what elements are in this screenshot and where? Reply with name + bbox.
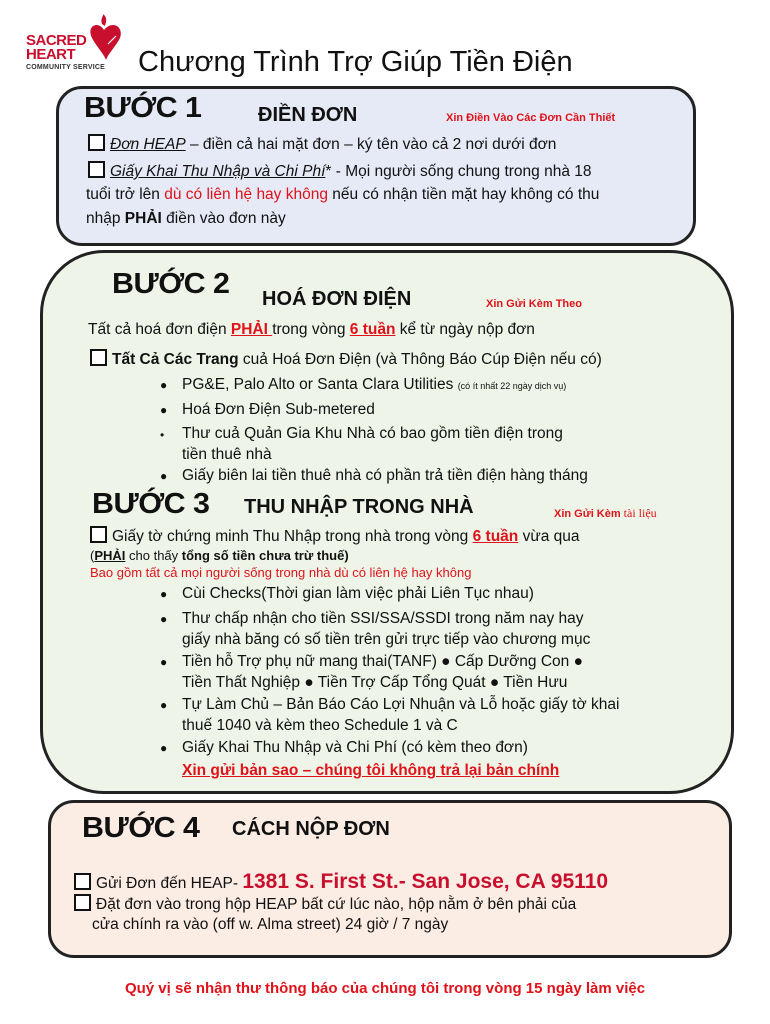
step3-bullet-income-statement: Giấy Khai Thu Nhập và Chi Phí (có kèm theo đơn) [182,739,528,756]
checkbox-icon [90,526,107,543]
step1-note: Xin Điền Vào Các Đơn Cần Thiết [446,112,616,124]
step1-item-income: Giấy Khai Thu Nhập và Chi Phí* - Mọi người sống chung trong nhà 18 [88,161,592,182]
logo-line2: HEART [26,46,76,63]
bullet-icon: ● [160,612,168,626]
step3-bullet-self-employed: Tự Làm Chủ – Bản Báo Cáo Lợi Nhuận và Lỗ hoặc giấy tờ khai [182,696,620,713]
logo-line1: SACRED [26,32,87,49]
address: 1381 S. First St.- San Jose, CA 95110 [242,870,609,893]
logo-subtitle: COMMUNITY SERVICE [26,64,105,71]
step2-bullet-manager-letter: Thư cuả Quản Gia Khu Nhà có bao gồm tiền điện trong [182,425,563,442]
bullet-icon: ● [160,403,168,417]
step2-check-all-pages: Tất Cả Các Trang cuả Hoá Đơn Điện (và Thông Báo Cúp Điện nếu có) [90,349,602,370]
step1-label: BƯỚC 1 [84,92,202,124]
step3-title: THU NHẬP TRONG NHÀ [244,496,474,518]
step1-item-income-line2: tuổi trở lên dù có liên hệ hay không nếu có nhận tiền mặt hay không có thu [86,186,600,203]
checkbox-icon [74,894,91,911]
step4-dropbox-item-line2: cửa chính ra vào (off w. Alma street) 24 giờ / 7 ngày [92,916,449,933]
step3-bullet-ssi-line2: giấy nhà băng có số tiền trên gửi trực tiếp vào chương mục [182,631,591,648]
step3-bullet-tanf: Tiền hỗ Trợ phụ nữ mang thai(TANF) ● Cấp Dưỡng Con ● [182,653,583,670]
step2-bullet-manager-letter-line2: tiền thuê nhà [182,446,272,463]
footer-notice: Quý vị sẽ nhận thư thông báo của chúng tôi trong vòng 15 ngày làm việc [124,980,646,997]
step3-note: Xin Gửi Kèm tài liệu [554,506,657,520]
bullet-icon: ● [160,741,168,755]
step2-title: HOÁ ĐƠN ĐIỆN [262,288,412,310]
step3-bullet-paychecks: Cùi Checks(Thời gian làm việc phải Liên Tục nhau) [182,585,534,602]
step4-title: CÁCH NỘP ĐƠN [232,818,390,840]
bullet-icon: ● [160,469,168,483]
step4-dropbox-item: Đặt đơn vào trong hộp HEAP bất cứ lúc nào, hộp nằm ở bên phải của [74,894,576,915]
checkbox-icon [74,873,91,890]
checkbox-icon [88,161,105,178]
bullet-icon: • [160,428,165,442]
step2-intro: Tất cả hoá đơn điện PHẢI trong vòng 6 tuần kể từ ngày nộp đơn [88,321,535,338]
step3-bullet-tanf-line2: Tiền Thất Nghiệp ● Tiền Trợ Cấp Tổng Quát ● Tiền Hưu [182,674,568,691]
step1-item-heap: Đơn HEAP – điền cả hai mặt đơn – ký tên vào cả 2 nơi dưới đơn [88,134,556,155]
step3-gross-note: (PHẢI cho thấy tổng số tiền chưa trừ thuế) [90,548,349,563]
step3-bullet-ssi: Thư chấp nhận cho tiền SSI/SSA/SSDI trong năm nay hay [182,610,584,627]
step3-copies-note: Xin gửi bản sao – chúng tôi không trả lại bản chính [182,762,560,779]
step3-household-note: Bao gồm tất cả mọi người sống trong nhà dù có liên hệ hay không [90,565,472,580]
step2-bullet-submetered: Hoá Đơn Điện Sub-metered [182,401,375,418]
bullet-icon: ● [160,698,168,712]
step3-bullet-self-employed-line2: thuế 1040 và kèm theo Schedule 1 và C [182,717,458,734]
step3-label: BƯỚC 3 [92,488,210,520]
step2-note: Xin Gửi Kèm Theo [486,298,582,310]
sacred-heart-logo [26,14,126,76]
checkbox-icon [90,349,107,366]
step1-item-income-line3: nhập PHẢI điền vào đơn này [86,210,286,227]
step2-label: BƯỚC 2 [112,268,230,300]
bullet-icon: ● [160,655,168,669]
bullet-icon: ● [160,378,168,392]
heart-flame-icon [86,14,122,62]
step3-proof-income: Giấy tờ chứng minh Thu Nhập trong nhà trong vòng 6 tuần vừa qua [90,526,580,547]
checkbox-icon [88,134,105,151]
bullet-icon: ● [160,587,168,601]
page-title: Chương Trình Trợ Giúp Tiền Điện [138,46,573,78]
step4-label: BƯỚC 4 [82,812,200,844]
step2-bullet-utilities: PG&E, Palo Alto or Santa Clara Utilities (có ít nhất 22 ngày dịch vụ) [182,376,567,393]
step4-mail-item: Gửi Đơn đến HEAP- 1381 S. First St.- San Jose, CA 95110 [74,872,608,894]
step2-bullet-rent-receipt: Giấy biên lai tiền thuê nhà có phần trả tiền điện hàng tháng [182,467,588,484]
step1-title: ĐIỀN ĐƠN [258,104,358,126]
